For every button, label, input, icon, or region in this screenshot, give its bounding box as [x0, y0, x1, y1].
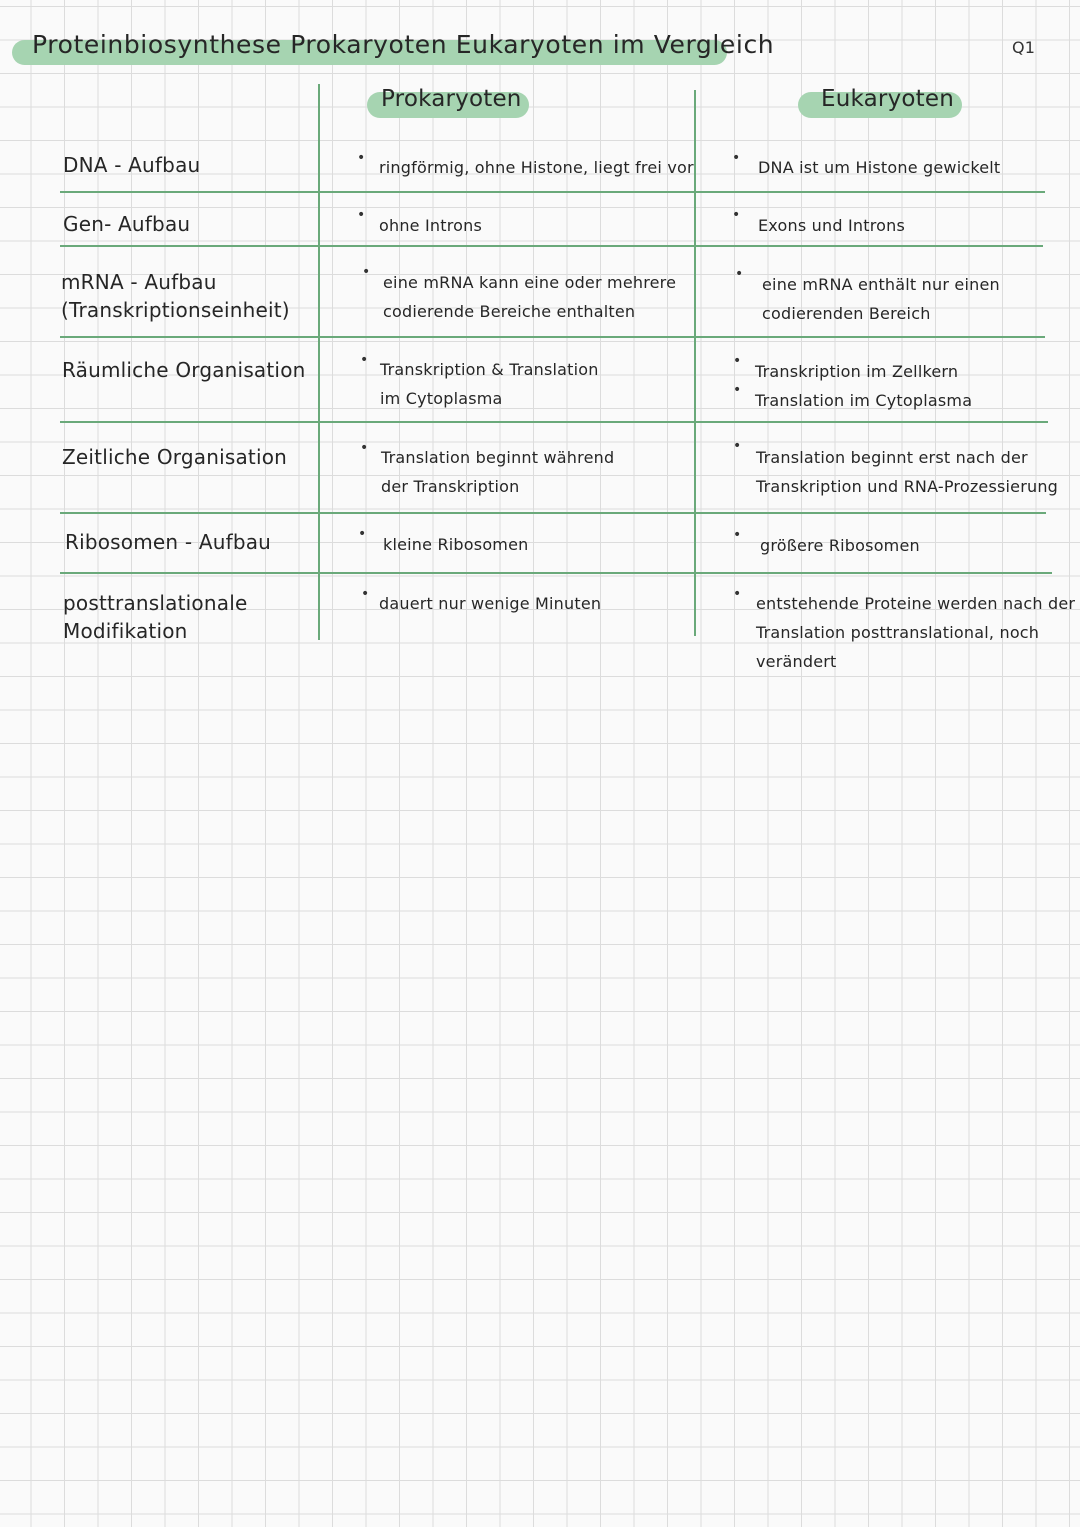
column-divider-2: [694, 90, 696, 636]
bullet-icon: •: [733, 527, 742, 543]
bullet-icon: •: [358, 526, 367, 542]
cell-eukaryoten-gen: Exons und Introns: [758, 216, 905, 235]
row-label-gen-aufbau: Gen- Aufbau: [63, 212, 191, 236]
cell-eukaryoten-mrna: eine mRNA enthält nur einen codierenden Bereich: [762, 275, 1000, 323]
cell-prokaryoten-ribosomen: kleine Ribosomen: [383, 535, 529, 554]
bullet-icon: •: [733, 353, 742, 369]
row-divider-1: [60, 191, 1045, 193]
bullet-icon: •: [361, 586, 370, 602]
cell-eukaryoten-ribosomen: größere Ribosomen: [760, 536, 920, 555]
bullet-icon: •: [735, 266, 744, 282]
bullet-icon: •: [360, 440, 369, 456]
cell-prokaryoten-zeitlich: Translation beginnt während der Transkription: [381, 448, 615, 496]
bullet-icon: •: [733, 586, 742, 602]
bullet-icon: •: [733, 438, 742, 454]
cell-eukaryoten-posttranslational: entstehende Proteine werden nach der Translation posttranslational, noch verändert: [756, 594, 1076, 671]
row-label-posttranslationale-modifikation: posttranslationale Modifikation: [63, 591, 248, 643]
column-divider-1: [318, 84, 320, 640]
cell-prokaryoten-gen: ohne Introns: [379, 216, 483, 235]
bullet-icon: •: [357, 150, 366, 166]
row-divider-2: [60, 245, 1043, 247]
cell-eukaryoten-raeumlich-1: Transkription im Zellkern: [755, 362, 959, 381]
row-label-ribosomen-aufbau: Ribosomen - Aufbau: [65, 530, 272, 554]
bullet-icon: •: [732, 207, 741, 223]
cell-eukaryoten-dna: DNA ist um Histone gewickelt: [758, 158, 1001, 177]
cell-eukaryoten-zeitlich: Translation beginnt erst nach der Transkription und RNA-Prozessierung: [756, 448, 1059, 496]
column-header-prokaryoten: Prokaryoten: [381, 86, 522, 112]
page-title: Proteinbiosynthese Prokaryoten Eukaryoten im Vergleich: [32, 30, 775, 59]
bullet-icon: •: [732, 150, 741, 166]
page-code: Q1: [1012, 38, 1036, 57]
bullet-icon: •: [357, 207, 366, 223]
cell-prokaryoten-mrna: eine mRNA kann eine oder mehrere codierende Bereiche enthalten: [383, 273, 677, 321]
row-label-mrna-aufbau: mRNA - Aufbau (Transkriptionseinheit): [61, 270, 290, 322]
row-divider-6: [60, 572, 1052, 574]
row-divider-3: [60, 336, 1045, 338]
cell-eukaryoten-raeumlich-2: Translation im Cytoplasma: [755, 391, 973, 410]
cell-prokaryoten-dna: ringförmig, ohne Histone, liegt frei vor: [379, 158, 694, 177]
column-header-eukaryoten: Eukaryoten: [821, 86, 955, 112]
row-label-zeitliche-organisation: Zeitliche Organisation: [62, 445, 288, 469]
bullet-icon: •: [360, 352, 369, 368]
row-label-raeumliche-organisation: Räumliche Organisation: [62, 358, 306, 382]
row-label-dna-aufbau: DNA - Aufbau: [63, 153, 201, 177]
bullet-icon: •: [733, 382, 742, 398]
cell-prokaryoten-posttranslational: dauert nur wenige Minuten: [379, 594, 602, 613]
row-divider-5: [60, 512, 1046, 514]
row-divider-4: [60, 421, 1048, 423]
bullet-icon: •: [362, 264, 371, 280]
cell-prokaryoten-raeumlich: Transkription & Translation im Cytoplasma: [380, 360, 599, 408]
